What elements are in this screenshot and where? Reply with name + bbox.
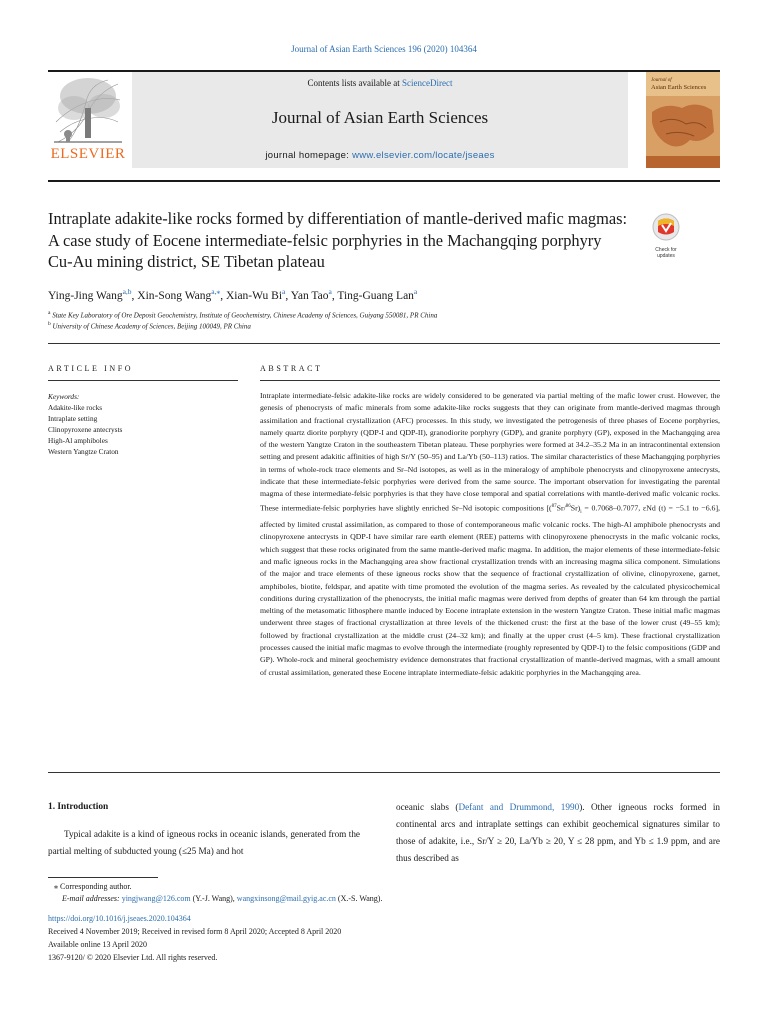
section-title-introduction: 1. Introduction bbox=[48, 802, 109, 812]
article-title: Intraplate adakite-like rocks formed by differentiation of mantle-derived mafic magmas: A case study of Eocene intermediate-felsic porphyries in the Machangqing porphyry Cu-Au mining district, SE Tibetan plateau bbox=[48, 209, 628, 271]
email-addresses: E-mail addresses: yingjwang@126.com (Y.-J. Wang), wangxinsong@mail.gyig.ac.cn (X.-S. Wang). bbox=[62, 894, 383, 903]
cover-title-line2: Asian Earth Sciences bbox=[651, 84, 707, 91]
header-bottom-rule bbox=[48, 180, 720, 182]
journal-title: Journal of Asian Earth Sciences bbox=[271, 108, 489, 127]
title-block-rule bbox=[48, 343, 720, 344]
author-list: Ying-Jing Wang$^{a,b}$, Xin-Song Wang$^{a,⁎}$, Xian-Wu Bi$^a$, Yan Tao$^a$, Ting-Guang Lan$^a$ bbox=[48, 287, 418, 302]
article-info-heading: ARTICLE INFO bbox=[48, 364, 134, 373]
cover-title-line1: Journal of bbox=[651, 78, 672, 83]
author-item[interactable]: Ting-Guang Lan$^a$ bbox=[337, 287, 418, 302]
citation-link[interactable]: Defant and Drummond, 1990 bbox=[458, 802, 580, 812]
email-link[interactable]: yingjwang@126.com bbox=[121, 894, 191, 903]
history-dates: Received 4 November 2019; Received in revised form 8 April 2020; Accepted 8 April 2020 bbox=[48, 927, 342, 936]
homepage-link[interactable]: www.elsevier.com/locate/jseaes bbox=[352, 150, 495, 161]
keyword-item[interactable]: Intraplate setting bbox=[48, 414, 98, 423]
intro-right-paragraph: oceanic slabs (Defant and Drummond, 1990). Other igneous rocks formed in continental arcs and intraplate settings can exhibit geochemical signatures similar to those of adakite, i.e., Sr/Y ≥ 20, La/Yb ≥ 20, Y ≤ 28 ppm, and Yb ≤ 1.9 ppm, and are thus described as bbox=[396, 802, 721, 863]
copyright-line: 1367-9120/ © 2020 Elsevier Ltd. All rights reserved. bbox=[48, 953, 218, 962]
crossmark-label: Check for updates bbox=[655, 247, 677, 259]
keywords-label: Keywords: bbox=[48, 392, 80, 401]
abstract-rule bbox=[260, 380, 720, 381]
contents-line bbox=[132, 78, 628, 88]
check-for-updates-button[interactable] bbox=[646, 212, 686, 258]
affiliation-a: $^a$ State Key Laboratory of Ore Deposit Geochemistry, Institute of Geochemistry, Chinese Academy of Sciences, Guiyang 550081, PR China bbox=[48, 310, 438, 320]
corresponding-author-note: ⁎ Corresponding author. bbox=[54, 882, 132, 891]
author-item[interactable]: Ying-Jing Wang$^{a,b}$ bbox=[48, 287, 132, 302]
contents-prefix: Contents lists available at bbox=[307, 78, 402, 88]
sciencedirect-link[interactable]: ScienceDirect bbox=[402, 78, 453, 88]
email-link[interactable]: wangxinsong@mail.gyig.ac.cn bbox=[236, 894, 336, 903]
keyword-item[interactable]: Adakite-like rocks bbox=[48, 403, 103, 412]
author-item[interactable]: Xin-Song Wang$^{a,⁎}$ bbox=[137, 287, 221, 302]
available-online: Available online 13 April 2020 bbox=[48, 940, 147, 949]
homepage-prefix: journal homepage: bbox=[265, 150, 353, 161]
keyword-item[interactable]: High-Al amphiboles bbox=[48, 436, 108, 445]
affiliation-b: $^b$ University of Chinese Academy of Sciences, Beijing 100049, PR China bbox=[48, 321, 251, 331]
author-item[interactable]: Xian-Wu Bi$^a$ bbox=[225, 287, 286, 302]
keywords-block bbox=[48, 391, 238, 457]
author-item[interactable]: Yan Tao$^a$ bbox=[290, 287, 332, 302]
elsevier-wordmark: ELSEVIER bbox=[50, 146, 126, 162]
intro-left-paragraph: Typical adakite is a kind of igneous rocks in oceanic islands, generated from the partial melting of subducted young (≤25 Ma) and hot bbox=[48, 829, 360, 856]
doi-link[interactable]: https://doi.org/10.1016/j.jseaes.2020.104364 bbox=[48, 914, 191, 923]
keyword-item[interactable]: Clinopyroxene antecrysts bbox=[48, 425, 123, 434]
abstract-text: Intraplate intermediate-felsic adakite-like rocks are widely considered to be generated via partial melting of the mafic lower crust. However, the genesis of phenocrysts of mafic minerals from some adakite-like rocks suggests that they can originate from mantle-derived magmas through assimilation and fractional crystallization (AFC) processes. In this study, we investigated the petrogenesis of three phases of Eocene porphyries, namely quartz diorite porphyry (QDP-I and QDP-II), granodiorite porphyry (GDP), and granite porphyry (GP), exposed in the Machangqing area of the western Yangtze Craton in the southeastern Tibetan plateau. These porphyries were formed at 34.2–35.2 Ma in an intracontinental extension setting and present adakitic affinities of high Sr/Y (50–95) and La/Yb (50–113) ratios. The similar characteristics of these Machangqing porphyries in terms of whole-rock trace elements and Sr–Nd isotopes, as well as in the mineralogy of amphibole phenocrysts and clinopyroxene antecrysts, indicate that these intermediate-felsic porphyries were derived from the same source. The important observation for investigating the parental magma of these intermediate-felsic porphyries is that they have close temporal and spatial correlations with mantle-derived mafic volcanic rocks. These intermediate-felsic porphyries have slightly enriched Sr–Nd isotopic compositions [$(^{87}Sr/^{86}Sr)_i = 0.7068-0.7077$, εNd (t) = −5.1 to −6.6], affected by limited crustal assimilation, as compared to those of contemporaneous mafic volcanic rocks. The high-Al amphibole phenocrysts and clinopyroxene antecrysts in QDP-I have similar rare earth element (REE) patterns with clinopyroxene phenocrysts in the mafic volcanic rocks, which suggest that these rocks originated from the same mantle-derived mafic magma. In addition, the major elements of these intermediate-felsic and mafic igneous rocks in the Machangqing area show fractional crystallization trends with an increasing magma silica component. Simulations of the major and trace elements of these igneous rocks show that the sequence of fractional crystallization of olivine, clinopyroxene, garnet, amphiboles, biotite, feldspar, and apatite with time promoted the evolution of the magma series. As revealed by the calculated physicochemical conditions during crystallization of the phenocrysts, the initial mafic magmas were derived from depths of greater than 64 km through the partial melting of the metasomatic lithosphere mantle induced by Eocene intraplate extension in the western Yangtze Craton. These initial mafic magmas underwent three stages of fractional crystallization at three levels of the thickened crust: the first at the base of the lower crust (49–55 km); followed by fractional crystallization at the middle crust (24–32 km); and finally at the upper crust (4–5 km). These fractional crystallization processes caused the initial mafic magmas to evolve through the intermediate (roughly represented by QDP-I) to the felsic compositions (GDP and GP). Whole-rock and mineral geochemistry evidence demonstrates that fractional crystallization of mantle-derived magmas, with a small amount of crustal assimilation, generated these Eocene intraplate intermediate-felsic adakitic porphyries in the Machangqing area. bbox=[260, 391, 720, 677]
footnote-rule bbox=[48, 877, 158, 878]
abstract-heading: ABSTRACT bbox=[260, 364, 323, 373]
journal-homepage bbox=[132, 150, 628, 161]
crossmark-icon bbox=[646, 212, 686, 242]
keyword-item[interactable]: Western Yangtze Craton bbox=[48, 447, 119, 456]
abstract-bottom-rule bbox=[48, 772, 720, 773]
article-info-rule bbox=[48, 380, 238, 381]
journal-cover-thumbnail[interactable] bbox=[646, 72, 720, 168]
elsevier-tree-icon bbox=[48, 72, 128, 146]
journal-citation-link[interactable]: Journal of Asian Earth Sciences 196 (2020) 104364 bbox=[291, 44, 477, 54]
